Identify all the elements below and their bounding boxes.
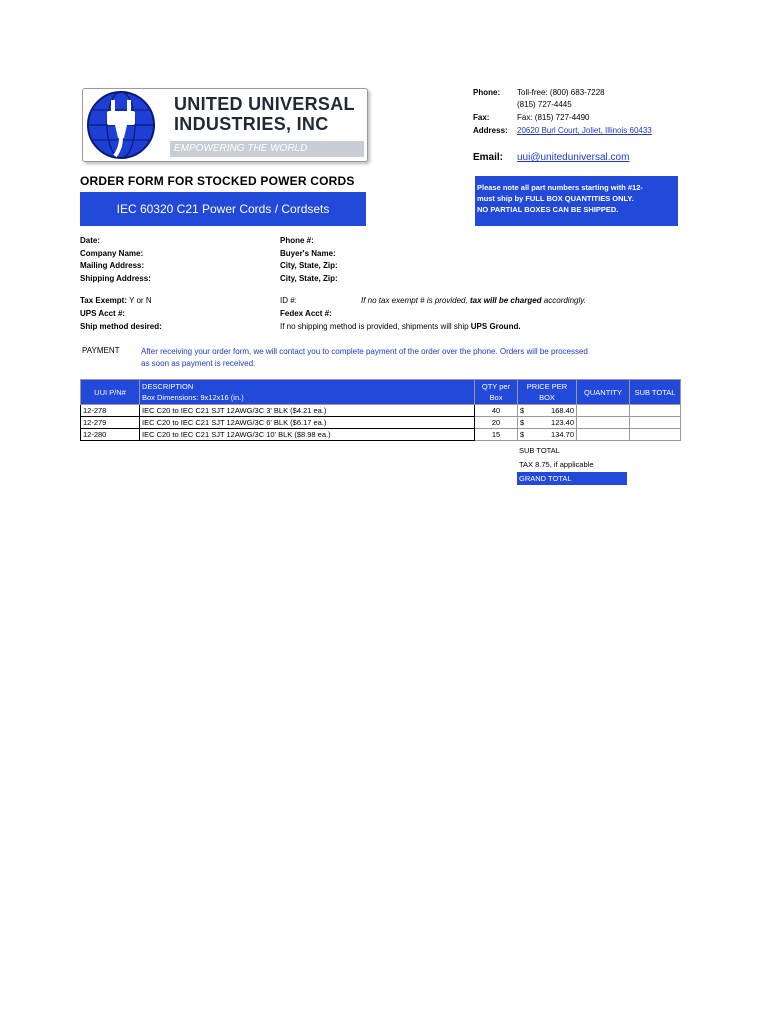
address-link[interactable]: 20620 Burl Court, Joliet, Illinois 60433 (517, 126, 652, 135)
tax-note-emphasis: tax will be charged (469, 296, 542, 305)
product-banner: IEC 60320 C21 Power Cords / Cordsets (80, 192, 366, 226)
fedex-account-label[interactable]: Fedex Acct #: (280, 309, 332, 318)
tax-exempt-label: Tax Exempt: (80, 296, 127, 305)
description-cell: IEC C20 to IEC C21 SJT 12AWG/3C 10' BLK ($8.98 ea.) (140, 429, 475, 441)
fax-label: Fax: (473, 113, 490, 122)
description-header: DESCRIPTION (142, 382, 194, 391)
phone-label: Phone: (473, 88, 501, 97)
city-state-zip-field-label[interactable]: City, State, Zip: (280, 261, 338, 270)
box-dimensions: Box Dimensions: 9x12x16 (in.) (142, 393, 244, 402)
shipping-note-emphasis: UPS Ground. (470, 322, 521, 331)
buyer-fields (280, 235, 338, 285)
part-number-cell: 12-280 (81, 429, 140, 441)
tax-label: TAX 8.75, if applicable (519, 460, 594, 469)
notice-box (475, 176, 678, 226)
date-field-label[interactable]: Date: (80, 236, 101, 245)
notice-line: must ship by FULL BOX QUANTITIES ONLY. (477, 194, 634, 203)
col-header-qty-per-box (475, 380, 518, 405)
quantity-input-cell[interactable] (577, 429, 630, 441)
grand-total-label: GRAND TOTAL (517, 472, 627, 485)
email-label: Email: (473, 152, 504, 163)
fax-value: Fax: (815) 727-4490 (517, 113, 590, 122)
tax-exempt-row[interactable] (80, 296, 152, 305)
price-header-line: PRICE PER (526, 382, 568, 391)
price-header-line: BOX (539, 393, 555, 402)
logo-tagline: EMPOWERING THE WORLD (170, 141, 364, 157)
tax-note-text: If no tax exempt # is provided, (361, 296, 468, 305)
notice-line: NO PARTIAL BOXES CAN BE SHIPPED. (477, 205, 619, 214)
col-header-part-number: UUI P/N# (81, 380, 140, 405)
description-cell: IEC C20 to IEC C21 SJT 12AWG/3C 3' BLK ($4.21 ea.) (140, 405, 475, 417)
subtotal-cell (630, 405, 681, 417)
currency-symbol: $ (520, 430, 525, 439)
subtotal-cell (630, 429, 681, 441)
customer-fields (80, 235, 151, 285)
qty-per-box-cell: 20 (475, 417, 518, 429)
payment-text (141, 346, 588, 370)
logo-text: UNITED UNIVERSAL INDUSTRIES, INC (174, 94, 355, 134)
order-items-table (80, 379, 681, 441)
price-cell (518, 429, 577, 441)
ship-method-label[interactable]: Ship method desired: (80, 322, 162, 331)
table-row (81, 405, 681, 417)
col-header-description (140, 380, 475, 405)
tax-exempt-options: Y or N (129, 296, 152, 305)
qty-per-box-cell: 40 (475, 405, 518, 417)
price-cell (518, 405, 577, 417)
quantity-input-cell[interactable] (577, 417, 630, 429)
price-cell (518, 417, 577, 429)
phone-local: (815) 727-4445 (517, 100, 572, 109)
ups-account-label[interactable]: UPS Acct #: (80, 309, 126, 318)
subtotal-cell (630, 417, 681, 429)
phone-field-label[interactable]: Phone #: (280, 236, 314, 245)
phone-tollfree: Toll-free: (800) 683-7228 (517, 88, 605, 97)
quantity-input-cell[interactable] (577, 405, 630, 417)
company-name-field-label[interactable]: Company Name: (80, 248, 144, 258)
col-header-subtotal: SUB TOTAL (630, 380, 681, 405)
subtotal-label: SUB TOTAL (519, 446, 560, 455)
price-value: 168.40 (551, 406, 574, 415)
shipping-note-text: If no shipping method is provided, shipments will ship (280, 322, 469, 331)
part-number-cell: 12-278 (81, 405, 140, 417)
payment-line: as soon as payment is received. (141, 359, 256, 368)
email-link[interactable]: uui@uniteduniversal.com (517, 152, 630, 163)
payment-label: PAYMENT (82, 346, 120, 355)
table-header-row (81, 380, 681, 405)
page-title: ORDER FORM FOR STOCKED POWER CORDS (80, 174, 355, 188)
notice-line: Please note all part numbers starting with #12- (477, 183, 643, 192)
mailing-address-field-label[interactable]: Mailing Address: (80, 261, 145, 270)
tax-note-text: accordingly. (543, 296, 586, 305)
price-value: 123.40 (551, 418, 574, 427)
col-header-price-per-box (518, 380, 577, 405)
plug-icon (81, 90, 163, 160)
qty-per-box-cell: 15 (475, 429, 518, 441)
col-header-quantity: QUANTITY (577, 380, 630, 405)
table-row (81, 417, 681, 429)
buyer-name-field-label[interactable]: Buyer's Name: (280, 248, 336, 258)
table-row (81, 429, 681, 441)
part-number-cell: 12-279 (81, 417, 140, 429)
id-label[interactable]: ID #: (280, 296, 297, 305)
description-cell: IEC C20 to IEC C21 SJT 12AWG/3C 6' BLK ($6.17 ea.) (140, 417, 475, 429)
city-state-zip-field-label[interactable]: City, State, Zip: (280, 273, 338, 283)
shipping-address-field-label[interactable]: Shipping Address: (80, 273, 151, 283)
price-value: 134.70 (551, 430, 574, 439)
shipping-note (280, 322, 521, 331)
qty-header-line: Box (489, 393, 503, 402)
qty-header-line: QTY per (481, 382, 511, 391)
payment-line: After receiving your order form, we will contact you to complete payment of the order over the phone. Orders will be processed (141, 347, 588, 356)
address-label: Address: (473, 126, 508, 135)
currency-symbol: $ (520, 418, 525, 427)
currency-symbol: $ (520, 406, 525, 415)
tax-note (361, 296, 586, 305)
